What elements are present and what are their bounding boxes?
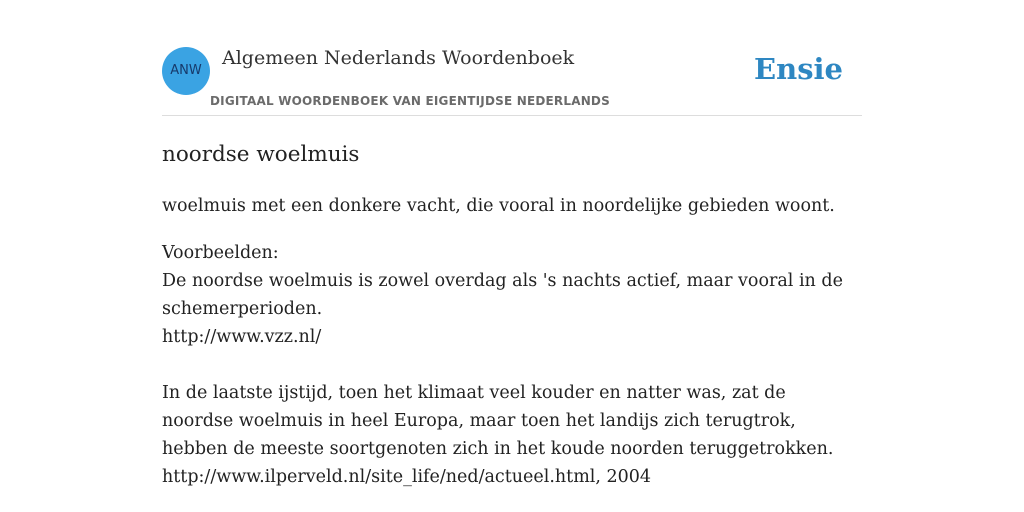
example-item	[162, 379, 862, 491]
site-header	[162, 44, 862, 116]
example-text: De noordse woelmuis is zowel overdag als 's nachts actief, maar vooral in de schemerperioden.	[162, 271, 843, 319]
entry-definition: woelmuis met een donkere vacht, die vooral in noordelijke gebieden woont.	[162, 196, 835, 216]
site-title[interactable]: Algemeen Nederlands Woordenboek	[222, 47, 575, 69]
entry-headword: noordse woelmuis	[162, 142, 360, 167]
examples-section	[162, 239, 862, 491]
example-source: http://www.vzz.nl/	[162, 327, 322, 347]
example-item	[162, 267, 862, 351]
examples-label: Voorbeelden:	[162, 243, 279, 263]
site-subtitle: DIGITAAL WOORDENBOEK VAN EIGENTIJDSE NEDERLANDS	[210, 94, 610, 108]
anw-logo[interactable]: ANW	[162, 47, 210, 95]
dictionary-entry	[162, 140, 862, 491]
example-source: http://www.ilperveld.nl/site_life/ned/actueel.html, 2004	[162, 467, 652, 487]
example-text: In de laatste ijstijd, toen het klimaat veel kouder en natter was, zat de noordse woelmuis in heel Europa, maar toen het landijs zich terugtrok, hebben de meeste soortgenoten zich in het koude noorden teruggetrokken.	[162, 383, 834, 459]
ensie-brand-logo[interactable]: Ensie	[754, 52, 843, 86]
